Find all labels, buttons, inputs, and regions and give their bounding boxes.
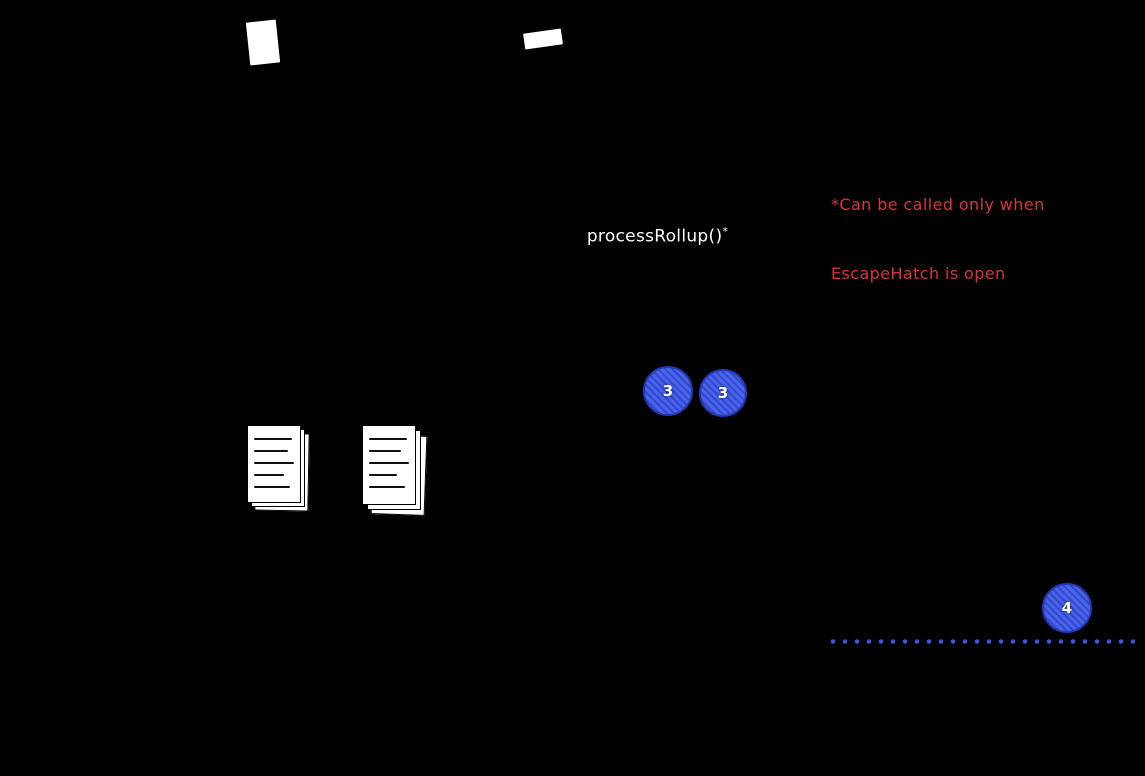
doc-text-line bbox=[369, 462, 409, 464]
doc-text-line bbox=[254, 438, 292, 440]
escape-hatch-annotation-line2: EscapeHatch is open bbox=[831, 264, 1006, 283]
doc-text-line bbox=[254, 486, 290, 488]
badge-step-3a[interactable] bbox=[643, 366, 693, 416]
badge-step-3a-number: 3 bbox=[662, 382, 674, 400]
doc-sheet-front bbox=[362, 425, 416, 505]
note-top-left[interactable] bbox=[246, 20, 280, 66]
doc-text-line bbox=[369, 474, 397, 476]
badge-step-4[interactable] bbox=[1042, 583, 1092, 633]
badge-step-4-number: 4 bbox=[1061, 599, 1073, 617]
badge-step-3b[interactable] bbox=[699, 369, 747, 417]
doc-text-line bbox=[254, 474, 284, 476]
dotted-path-bottom-right bbox=[827, 639, 1135, 644]
doc-text-line bbox=[369, 438, 407, 440]
doc-text-line bbox=[254, 462, 294, 464]
doc-text-line bbox=[254, 450, 288, 452]
process-rollup-label-text: processRollup() bbox=[586, 226, 723, 247]
process-rollup-label-marker: * bbox=[722, 225, 729, 238]
escape-hatch-annotation bbox=[831, 147, 1101, 331]
note-top-center[interactable] bbox=[523, 28, 563, 49]
process-rollup-label bbox=[564, 205, 728, 267]
doc-stack-right[interactable] bbox=[360, 425, 430, 520]
doc-sheet-front bbox=[247, 425, 301, 503]
doc-stack-left[interactable] bbox=[245, 425, 315, 517]
doc-text-line bbox=[369, 450, 401, 452]
badge-step-3b-number: 3 bbox=[717, 384, 729, 402]
escape-hatch-annotation-line1: *Can be called only when bbox=[831, 195, 1045, 214]
doc-text-line bbox=[369, 486, 405, 488]
